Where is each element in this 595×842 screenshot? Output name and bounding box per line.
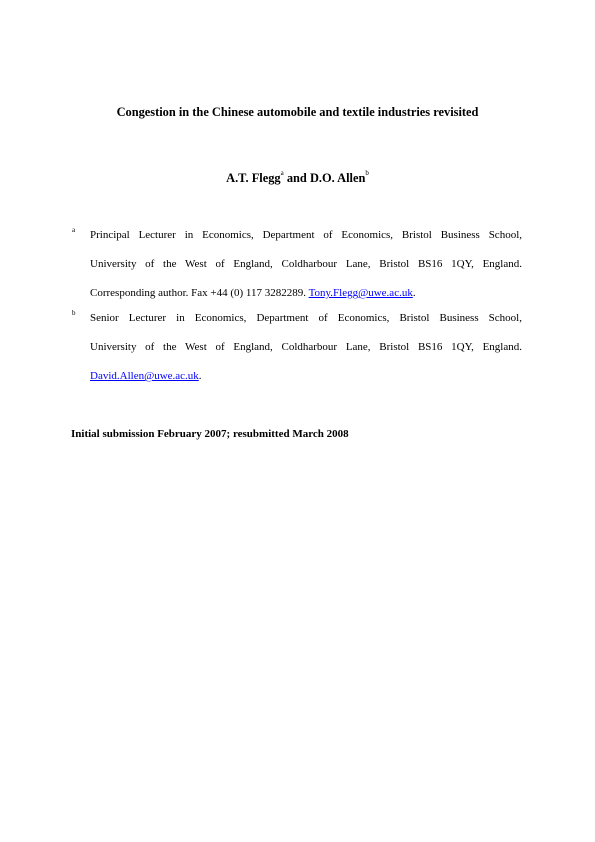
author-name: A.T. Flegg — [226, 171, 281, 185]
email-link[interactable]: Tony.Flegg@uwe.ac.uk — [308, 287, 413, 299]
affiliation-line: University of the West of England, Coldharbour Lane, Bristol BS16 1QY, England. — [90, 258, 522, 270]
affiliation-b — [72, 309, 522, 398]
affiliation-marker: a — [72, 226, 76, 234]
affiliation-text: . — [198, 370, 202, 382]
affiliation-marker: b — [365, 169, 369, 177]
affiliation-text: . — [412, 287, 416, 299]
affiliation-line: Senior Lecturer in Economics, Department of Economics, Bristol Business School, — [90, 312, 522, 324]
affiliation-text: Corresponding author. Fax +44 (0) 117 3282289. — [90, 287, 309, 299]
affiliation-a — [72, 226, 522, 315]
affiliation-line: Principal Lecturer in Economics, Department of Economics, Bristol Business School, — [90, 229, 522, 241]
email-link[interactable]: David.Allen@uwe.ac.uk — [90, 370, 199, 382]
affiliation-marker: a — [280, 169, 284, 177]
author-line — [0, 170, 595, 186]
affiliation-line: University of the West of England, Coldharbour Lane, Bristol BS16 1QY, England. — [90, 341, 522, 353]
affiliation-line — [90, 369, 522, 398]
author-name: D.O. Allen — [309, 171, 366, 185]
affiliation-marker: b — [72, 309, 76, 317]
author-connector: and — [283, 171, 310, 185]
paper-title: Congestion in the Chinese automobile and textile industries revisited — [116, 105, 479, 119]
submission-note: Initial submission February 2007; resubmitted March 2008 — [71, 428, 349, 440]
